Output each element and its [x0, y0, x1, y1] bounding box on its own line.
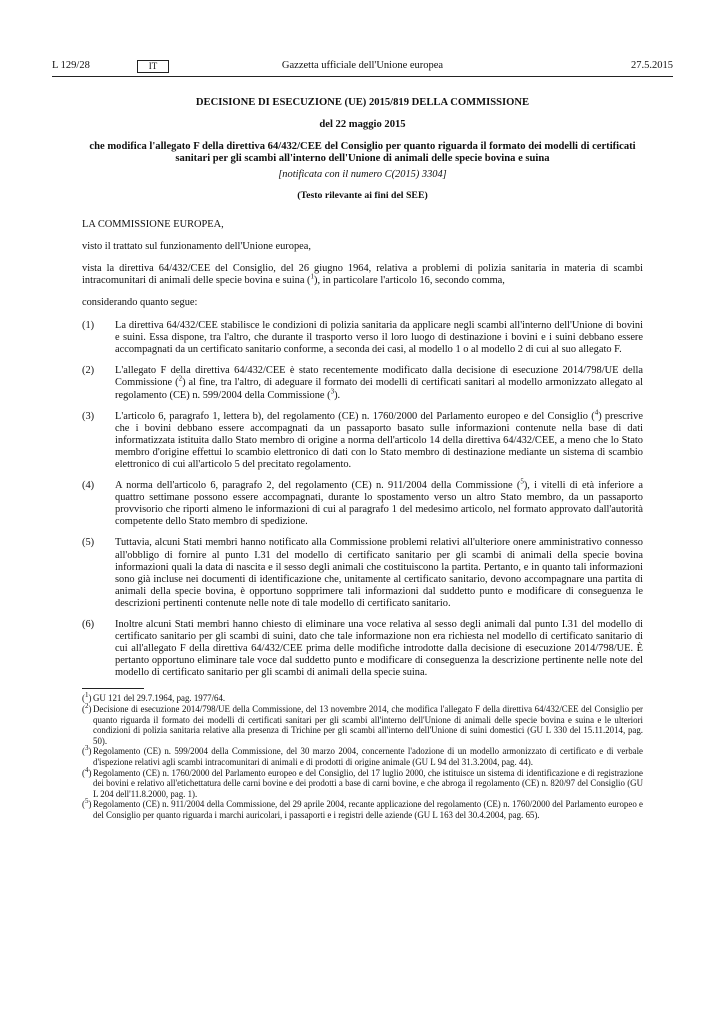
footnote: ($^5$) Regolamento (CE) n. 911/2004 della Commissione, del 29 aprile 2004, recante applicazione del regolamento (CE) n. 1760/2000 del Parlamento europeo e del Consiglio per quanto riguarda i marchi auricolari, i passaporti e i registri delle aziende (GU L 163 del 30.4.2004, pag. 65).: [82, 797, 643, 820]
recital: [82, 365, 643, 401]
recital-text: La direttiva 64/432/CEE stabilisce le condizioni di polizia sanitaria da applicare negli scambi all'interno dell'Unione di bovini e suini. Essa dispone, tra l'altro, che durante il trasporto verso il loro luogo di destinazione i bovini e i suini debbano essere accompagnati da un certificato sanitario conforme, a seconda dei casi, al modello 1 o al modello 2 di cui al suo allegato F.: [115, 320, 643, 356]
decision-date: del 22 maggio 2015: [319, 119, 406, 131]
footnote-ref: 3: [330, 387, 335, 396]
document-body: [82, 97, 643, 821]
running-header: [52, 60, 673, 76]
recital-text: L'allegato F della direttiva 64/432/CEE è stato recentemente modificato dalla decisione di esecuzione 2014/798/UE della Commissione ($^2$) al fine, tra l'altro, di adeguare il formato dei modelli di certificati sanitari al modello armonizzato allegato al regolamento (CE) n. 599/2004 della Commissione ($^3$).: [115, 365, 644, 401]
recital-text: Inoltre alcuni Stati membri hanno chiesto di eliminare una voce relativa al sesso degli animali dal punto I.31 del modello di certificato sanitario per gli scambi di suini, dato che tale informazione non era richiesta nel modello di certificato sanitario di cui all'allegato F della direttiva 64/432/CEE prima delle modifiche introdotte dalla decisione di esecuzione 2014/798/UE. È pertanto opportuno eliminare tale voce dal suddetto punto e modificare di conseguenza la descrizione pertinente nelle note del modello di certificato sanitario per gli scambi di animali della specie suina.: [115, 619, 643, 679]
footnote-text: Regolamento (CE) n. 911/2004 della Commissione, del 29 aprile 2004, recante applicazione del regolamento (CE) n. 1760/2000 del Parlamento europeo e del Consiglio per quanto riguarda i marchi auricolari, i passaporti e i registri delle aziende (GU L 163 del 30.4.2004, pag. 65).: [93, 799, 643, 820]
footnote-number: 5: [84, 797, 89, 806]
notification-number: [notificata con il numero C(2015) 3304]: [278, 169, 447, 181]
recital-text: L'articolo 6, paragrafo 1, lettera b), del regolamento (CE) n. 1760/2000 del Parlamento europeo e del Consiglio ($^4$) prescrive che i bovini debbano essere accompagnati da un passaporto basato sulle informazioni contenute nella base di dati informatizzata istituita dallo Stato membro di origine a norma dell'articolo 14 della direttiva 64/432/CEE, a meno che lo Stato membro d'origine effettui lo scambio elettronico di dati con lo Stato membro di destinazione mediante un sistema di scambio elettronico di cui all'articolo 5 del precitato regolamento.: [115, 408, 643, 470]
language-badge: IT: [137, 60, 169, 73]
footnote-ref: 4: [594, 408, 599, 417]
decision-subject: che modifica l'allegato F della direttiva 64/432/CEE del Consiglio per quanto riguarda il formato dei modelli di certificati sanitari per gli scambi all'interno dell'Unione di animali delle specie bovina e suina: [89, 141, 636, 165]
recital: [82, 537, 643, 610]
preamble-directive: vista la direttiva 64/432/CEE del Consiglio, del 26 giugno 1964, relativa a problemi di polizia sanitaria in materia di scambi intracomunitari di animali delle specie bovina e suina ($^1$), in particolare l'articolo 16, secondo comma,: [82, 262, 643, 286]
decision-title: DECISIONE DI ESECUZIONE (UE) 2015/819 DELLA COMMISSIONE: [195, 97, 530, 108]
footnote-ref: 1: [310, 272, 315, 281]
footnote: ($^3$) Regolamento (CE) n. 599/2004 della Commissione, del 30 marzo 2004, concernente l'adozione di un modello armonizzato di certificato e di verbale d'ispezione relativi agli scambi intracomunitari di animali e di prodotti di origine animale (GU L 94 del 31.3.2004, pag. 44).: [82, 744, 643, 768]
recital-text: Tuttavia, alcuni Stati membri hanno notificato alla Commissione problemi relativi all'ulteriore onere amministrativo connesso all'obbligo di fornire al punto I.31 del modello di certificato sanitario per gli scambi di animali della specie bovina informazioni quali la data di nascita e il sesso degli animali che costituiscono la partita. Pertanto, e in quanto tali informazioni sono già incluse nei documenti di identificazione che, unitamente al certificato sanitario, devono accompagnare una partita di animali della specie bovina, è opportuno sopprimere tali informazioni dal suddetto punto e modificare di conseguenza le descrizioni pertinenti contenute nelle note di tale modello di certificato sanitario.: [115, 537, 643, 609]
footnote-number: 3: [84, 744, 89, 753]
footnote: ($^2$) Decisione di esecuzione 2014/798/UE della Commissione, del 13 novembre 2014, che modifica l'allegato F della direttiva 64/432/CEE del Consiglio per quanto riguarda il formato dei modelli di certificati sanitari per gli scambi all'interno dell'Unione di animali delle specie bovina e suina e le ulteriori condizioni di polizia sanitaria relative alla presenza di Trichine per gli scambi all'interno dell'Unione di suini domestici (GU L 330 del 15.11.2014, pag. 50).: [82, 702, 643, 746]
footnote-text: Regolamento (CE) n. 1760/2000 del Parlamento europeo e del Consiglio, del 17 luglio 2000, che istituisce un sistema di identificazione e di registrazione dei bovini e relativo all'etichettatura delle carni bovine e dei prodotti a base di carni bovine, e che abroga il regolamento (CE) n. 820/97 del Consiglio (GU L 204 dell'11.8.2000, pag. 1).: [93, 767, 643, 799]
footnote-number: 4: [84, 765, 89, 774]
footnote-divider: [82, 688, 144, 689]
footnote-text: Regolamento (CE) n. 599/2004 della Commissione, del 30 marzo 2004, concernente l'adozione di un modello armonizzato di certificato e di verbale d'ispezione relativi agli scambi intracomunitari di animali e di prodotti di origine animale (GU L 94 del 31.3.2004, pag. 44).: [93, 746, 643, 768]
footnotes: [82, 693, 643, 820]
preamble-commission: LA COMMISSIONE EUROPEA,: [82, 218, 224, 230]
journal-title: Gazzetta ufficiale dell'Unione europea: [281, 60, 444, 71]
page-reference: L 129/28: [52, 60, 90, 71]
recital-number: (1): [82, 320, 95, 332]
footnote-text: GU 121 del 29.7.1964, pag. 1977/64.: [93, 693, 226, 704]
recital: [82, 320, 643, 356]
recital-number: (3): [82, 410, 95, 422]
header-divider: [52, 76, 673, 77]
footnote: ($^1$) GU 121 del 29.7.1964, pag. 1977/64.: [82, 693, 643, 704]
footnote: ($^4$) Regolamento (CE) n. 1760/2000 del Parlamento europeo e del Consiglio, del 17 luglio 2000, che istituisce un sistema di identificazione e di registrazione dei bovini e relativo all'etichettatura delle carni bovine e dei prodotti a base di carni bovine, e che abroga il regolamento (CE) n. 820/97 del Consiglio (GU L 204 dell'11.8.2000, pag. 1).: [82, 765, 643, 799]
footnote-text: Decisione di esecuzione 2014/798/UE della Commissione, del 13 novembre 2014, che modifica l'allegato F della direttiva 64/432/CEE del Consiglio per quanto riguarda il formato dei modelli di certificati sanitari per gli scambi all'interno dell'Unione di animali delle specie bovina e suina e le ulteriori condizioni di polizia sanitaria relative alla presenza di Trichine per gli scambi all'interno dell'Unione di suini domestici (GU L 330 del 15.11.2014, pag. 50).: [93, 704, 643, 746]
footnote-ref: 2: [178, 374, 183, 383]
recital: [82, 619, 643, 679]
footnote-number: 1: [84, 691, 89, 700]
recital-number: (4): [82, 480, 95, 492]
recital: [82, 408, 643, 471]
recital-number: (5): [82, 537, 95, 549]
recital-number: (6): [82, 619, 95, 630]
preamble-considering: considerando quanto segue:: [82, 296, 198, 308]
recital-text: A norma dell'articolo 6, paragrafo 2, del regolamento (CE) n. 911/2004 della Commissione ($^5$), i vitelli di età inferiore a quattro settimane possono essere accompagnati, durante lo spostamento verso un altro Stato membro, da un passaporto provvisorio che riporti almeno le informazioni di cui al paragrafo 1 del medesimo articolo, nel formato approvato dall'autorità competente dello Stato membro di spedizione.: [115, 477, 643, 528]
footnote-number: 2: [84, 702, 89, 711]
footnote-ref: 5: [520, 477, 524, 486]
recital-number: (2): [82, 365, 95, 377]
publication-date: 27.5.2015: [631, 60, 673, 71]
preamble-treaty: visto il trattato sul funzionamento dell'Unione europea,: [82, 240, 311, 252]
recital: [82, 477, 643, 528]
eea-relevance: (Testo rilevante ai fini del SEE): [297, 190, 428, 202]
